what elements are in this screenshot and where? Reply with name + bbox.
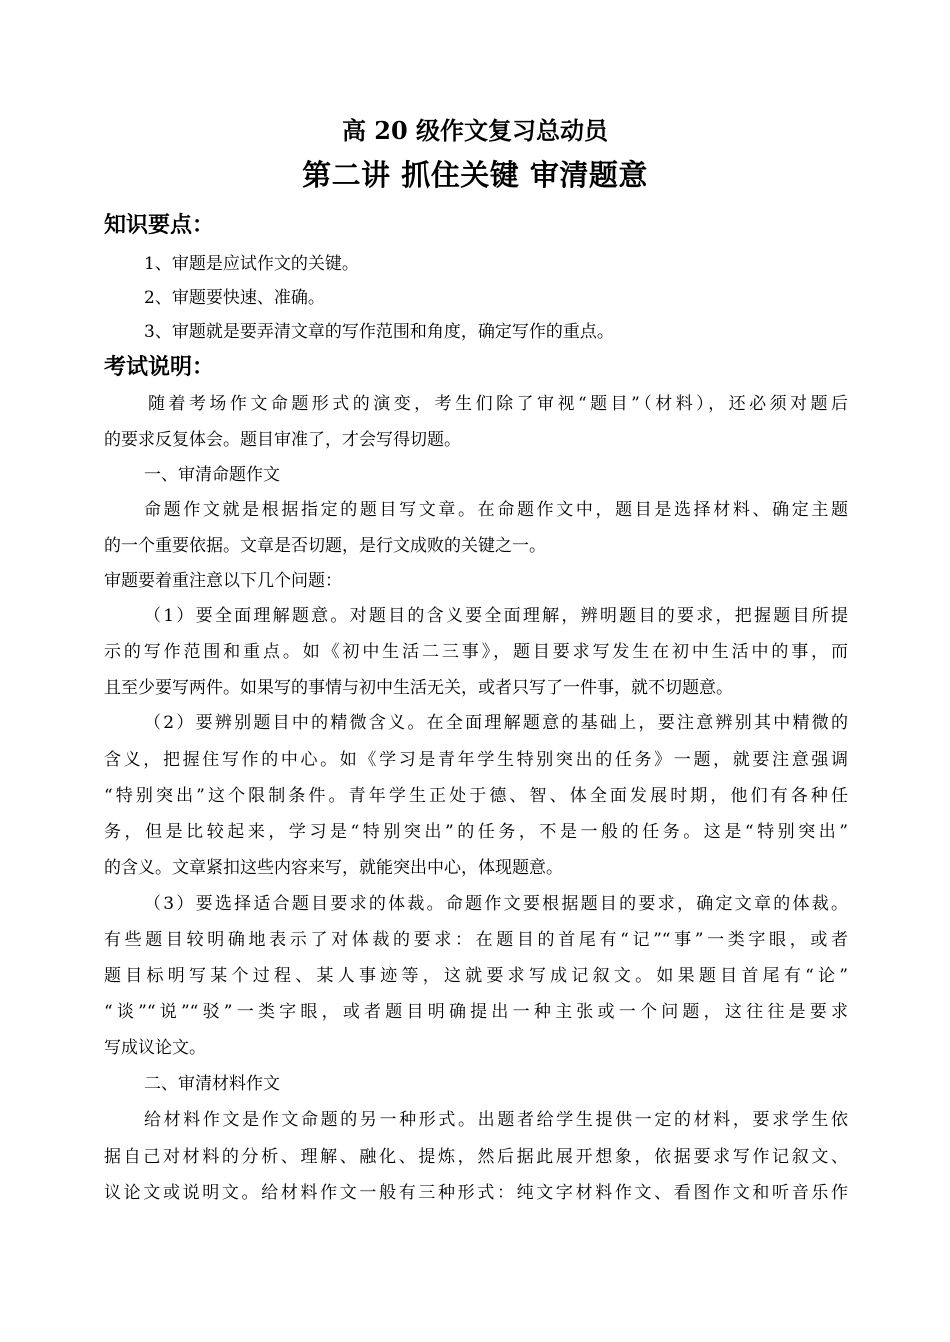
paragraph-line: 题目标明写某个过程、某人事迹等，这就要求写成记叙文。如果题目首尾有“论”: [104, 966, 848, 986]
subheading: 一、审清命题作文: [144, 465, 280, 485]
paragraph-line: 的要求反复体会。题目审准了，才会写得切题。: [104, 430, 461, 450]
paragraph-line: 务，但是比较起来，学习是“特别突出”的任务，不是一般的任务。这是“特别突出”: [104, 822, 848, 842]
paragraph-line: “谈”“说”“驳”一类字眼，或者题目明确提出一种主张或一个问题，这往往是要求: [104, 1002, 848, 1022]
paragraph-line: 的含义。文章紧扣这些内容来写，就能突出中心，体现题意。: [104, 858, 563, 878]
section-heading-exam: 考试说明：: [104, 355, 215, 380]
paragraph-line: “特别突出”这个限制条件。青年学生正处于德、智、体全面发展时期，他们有各种任: [104, 786, 848, 806]
paragraph-line: 命题作文就是根据指定的题目写文章。在命题作文中，题目是选择材料、确定主题: [144, 500, 848, 520]
paragraph-line: （2）要辨别题目中的精微含义。在全面理解题意的基础上，要注意辨别其中精微的: [144, 713, 848, 733]
paragraph-line: （3）要选择适合题目要求的体裁。命题作文要根据题目的要求，确定文章的体裁。: [144, 894, 848, 914]
paragraph-line: （1）要全面理解题意。对题目的含义要全面理解，辨明题目的要求，把握题目所提: [144, 606, 848, 626]
paragraph-line: 且至少要写两件。如果写的事情与初中生活无关，或者只写了一件事，就不切题意。: [104, 678, 733, 698]
paragraph-line: 的一个重要依据。文章是否切题，是行文成败的关键之一。: [104, 536, 546, 556]
subheading: 二、审清材料作文: [144, 1074, 280, 1094]
section-heading-knowledge: 知识要点：: [104, 213, 215, 238]
paragraph-line: 议论文或说明文。给材料作文一般有三种形式：纯文字材料作文、看图作文和听音乐作: [104, 1183, 848, 1203]
knowledge-item: 1、审题是应试作文的关键。: [144, 254, 359, 274]
document-title: 高 20 级作文复习总动员: [341, 116, 609, 145]
paragraph-line: 据自己对材料的分析、理解、融化、提炼，然后据此展开想象，依据要求写作记叙文、: [104, 1147, 848, 1167]
paragraph-line: 含义，把握住写作的中心。如《学习是青年学生特别突出的任务》一题，就要注意强调: [104, 750, 848, 770]
lecture-title: 第二讲 抓住关键 审清题意: [302, 158, 648, 192]
paragraph-line: 审题要着重注意以下几个问题：: [104, 571, 342, 591]
paragraph-line: 示的写作范围和重点。如《初中生活二三事》，题目要求写发生在初中生活中的事，而: [104, 642, 848, 662]
paragraph-line: 给材料作文是作文命题的另一种形式。出题者给学生提供一定的材料，要求学生依: [144, 1110, 848, 1130]
paragraph-line: 随着考场作文命题形式的演变，考生们除了审视“题目”（材料），还必须对题后: [148, 394, 848, 414]
knowledge-item: 2、审题要快速、准确。: [144, 288, 325, 308]
paragraph-line: 写成议论文。: [104, 1038, 206, 1058]
knowledge-item: 3、审题就是要弄清文章的写作范围和角度，确定写作的重点。: [144, 322, 614, 342]
paragraph-line: 有些题目较明确地表示了对体裁的要求：在题目的首尾有“记”“事”一类字眼，或者: [104, 930, 848, 950]
